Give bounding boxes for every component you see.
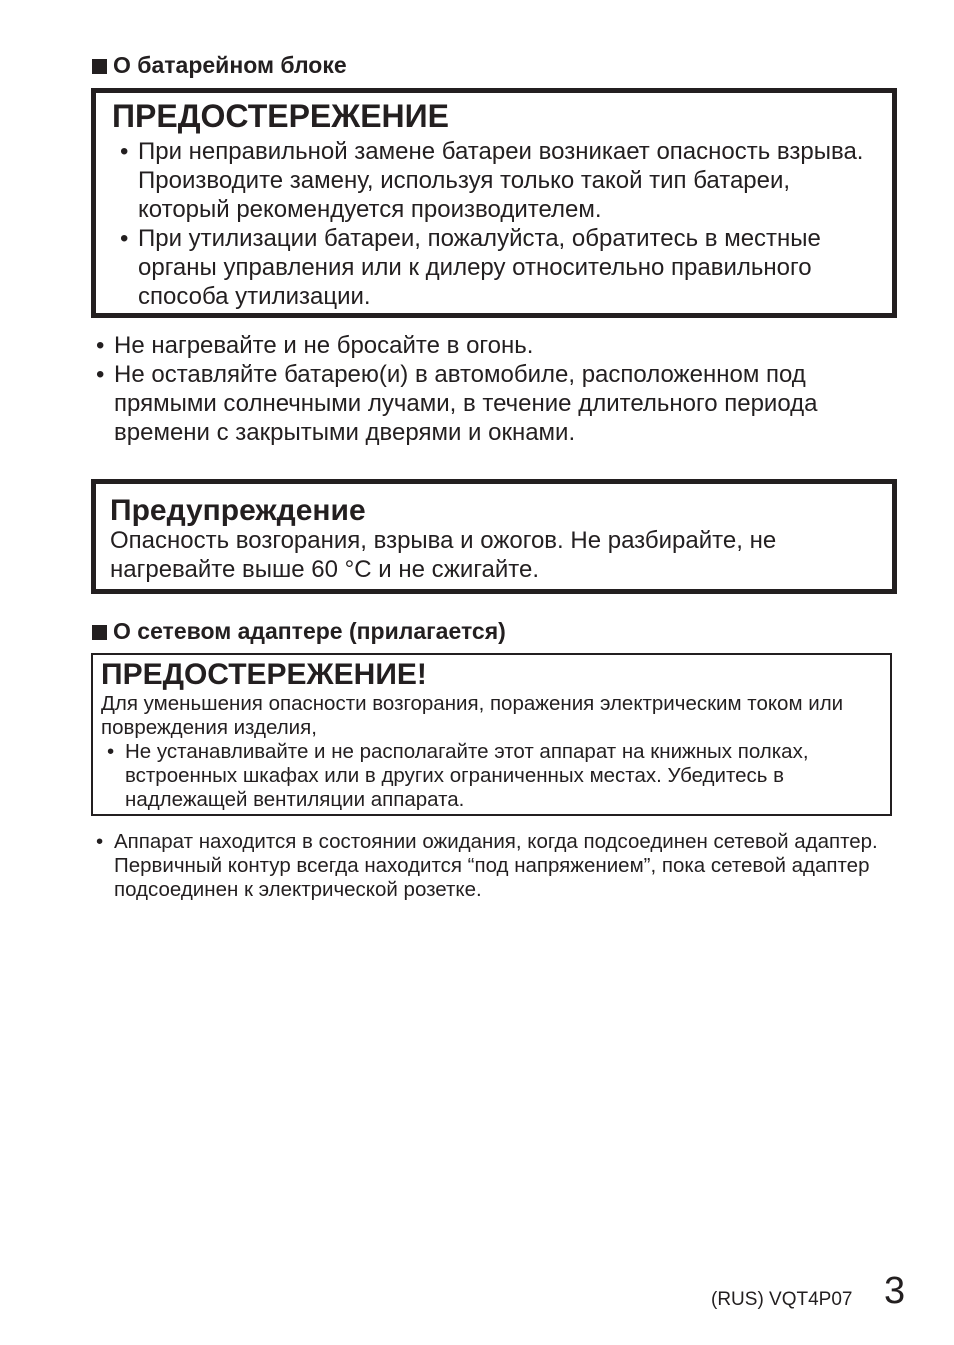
adapter-caution-box bbox=[91, 653, 892, 816]
list-item: • Не устанавливайте и не располагайте этот аппарат на книжных полках, встроенных шкафах или в других ограниченных местах. Убедитесь в надлежащей вентиляции аппарата. bbox=[103, 740, 882, 812]
battery-section-heading-text: О батарейном блоке bbox=[113, 52, 347, 78]
adapter-caution-title: ПРЕДОСТЕРЕЖЕНИЕ! bbox=[101, 658, 427, 691]
battery-warning-text: Опасность возгорания, взрыва и ожогов. Не разбирайте, не нагревайте выше 60 °C и не сжигайте. bbox=[110, 527, 777, 583]
battery-section-heading bbox=[92, 51, 347, 79]
battery-warning-title: Предупреждение bbox=[110, 494, 366, 527]
adapter-caution-intro: Для уменьшения опасности возгорания, поражения электрическим током или повреждения изделия, bbox=[101, 692, 844, 739]
adapter-caution-list bbox=[103, 740, 882, 812]
battery-warning-box bbox=[91, 479, 897, 594]
adapter-notes-list bbox=[92, 830, 882, 902]
adapter-section-heading-text: О сетевом адаптере (прилагается) bbox=[113, 618, 506, 644]
list-item: • При неправильной замене батареи возникает опасность взрыва. Производите замену, используя только такой тип батареи, который рекомендуется производителем. bbox=[116, 137, 878, 224]
square-bullet-icon bbox=[92, 625, 107, 640]
document-code: (RUS) VQT4P07 bbox=[711, 1289, 853, 1310]
list-item: • Не оставляйте батарею(и) в автомобиле, расположенном под прямыми солнечными лучами, в течение длительного периода времени с закрытыми дверями и окнами. bbox=[92, 360, 882, 447]
square-bullet-icon bbox=[92, 59, 107, 74]
list-item: • Аппарат находится в состоянии ожидания, когда подсоединен сетевой адаптер. Первичный контур всегда находится “под напряжением”, пока сетевой адаптер подсоединен к электрической розетке. bbox=[92, 830, 882, 902]
battery-caution-box bbox=[91, 88, 897, 318]
page-number: 3 bbox=[884, 1270, 906, 1312]
list-item: • При утилизации батареи, пожалуйста, обратитесь в местные органы управления или к дилеру относительно правильного способа утилизации. bbox=[116, 224, 878, 311]
battery-notes-list bbox=[92, 331, 882, 447]
list-item: • Не нагревайте и не бросайте в огонь. bbox=[92, 331, 882, 360]
battery-caution-title: ПРЕДОСТЕРЕЖЕНИЕ bbox=[112, 98, 449, 134]
adapter-section-heading bbox=[92, 617, 506, 645]
battery-caution-list bbox=[116, 137, 878, 311]
